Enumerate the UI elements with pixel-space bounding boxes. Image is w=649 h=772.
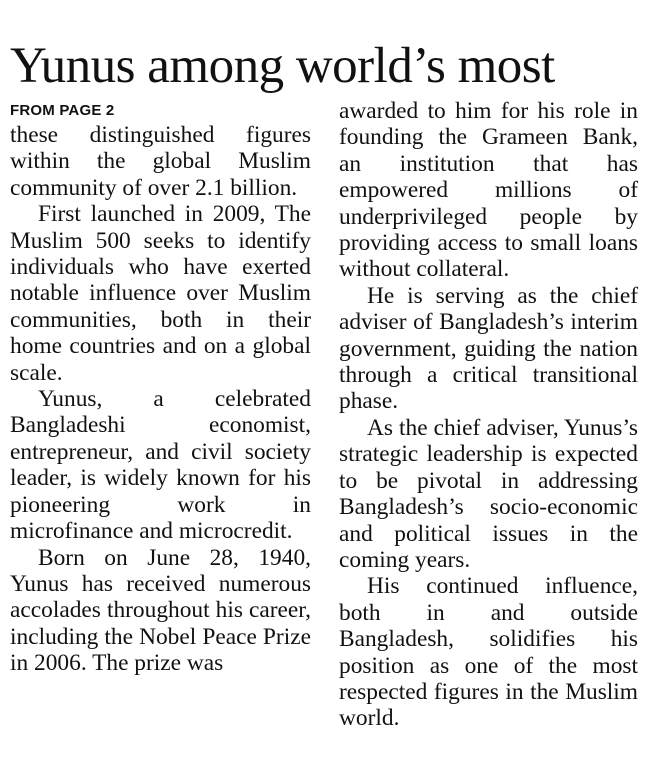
- article-column-right: [339, 98, 638, 732]
- paragraph: He is serving as the chief adviser of Bangladesh’s interim government, guiding the nation through a critical transitional phase.: [339, 282, 638, 415]
- headline: Yunus among world’s most: [10, 38, 555, 94]
- continuation-kicker: FROM PAGE 2: [10, 102, 115, 119]
- article-column-left: [10, 98, 311, 677]
- paragraph: His continued influence, both in and outside Bangladesh, solidifies his position as one of the most respected figures in the Muslim world.: [339, 573, 638, 732]
- paragraph: these distinguished figures within the global Muslim community of over 2.1 billion.: [10, 122, 311, 201]
- paragraph: First launched in 2009, The Muslim 500 seeks to identify individuals who have exerted notable influence over Muslim communities, both in their home countries and on a global scale.: [10, 201, 311, 386]
- paragraph: Yunus, a celebrated Bangladeshi economist, entrepreneur, and civil society leader, is widely known for his pioneering work in microfinance and microcredit.: [10, 386, 311, 545]
- paragraph: As the chief adviser, Yunus’s strategic leadership is expected to be pivotal in addressing Bangladesh’s socio-economic and political issues in the coming years.: [339, 414, 638, 573]
- paragraph: Born on June 28, 1940, Yunus has received numerous accolades throughout his career, including the Nobel Peace Prize in 2006. The prize was: [10, 544, 311, 677]
- paragraph: awarded to him for his role in founding the Grameen Bank, an institution that has empowered millions of underprivileged people by providing access to small loans without collateral.: [339, 98, 638, 283]
